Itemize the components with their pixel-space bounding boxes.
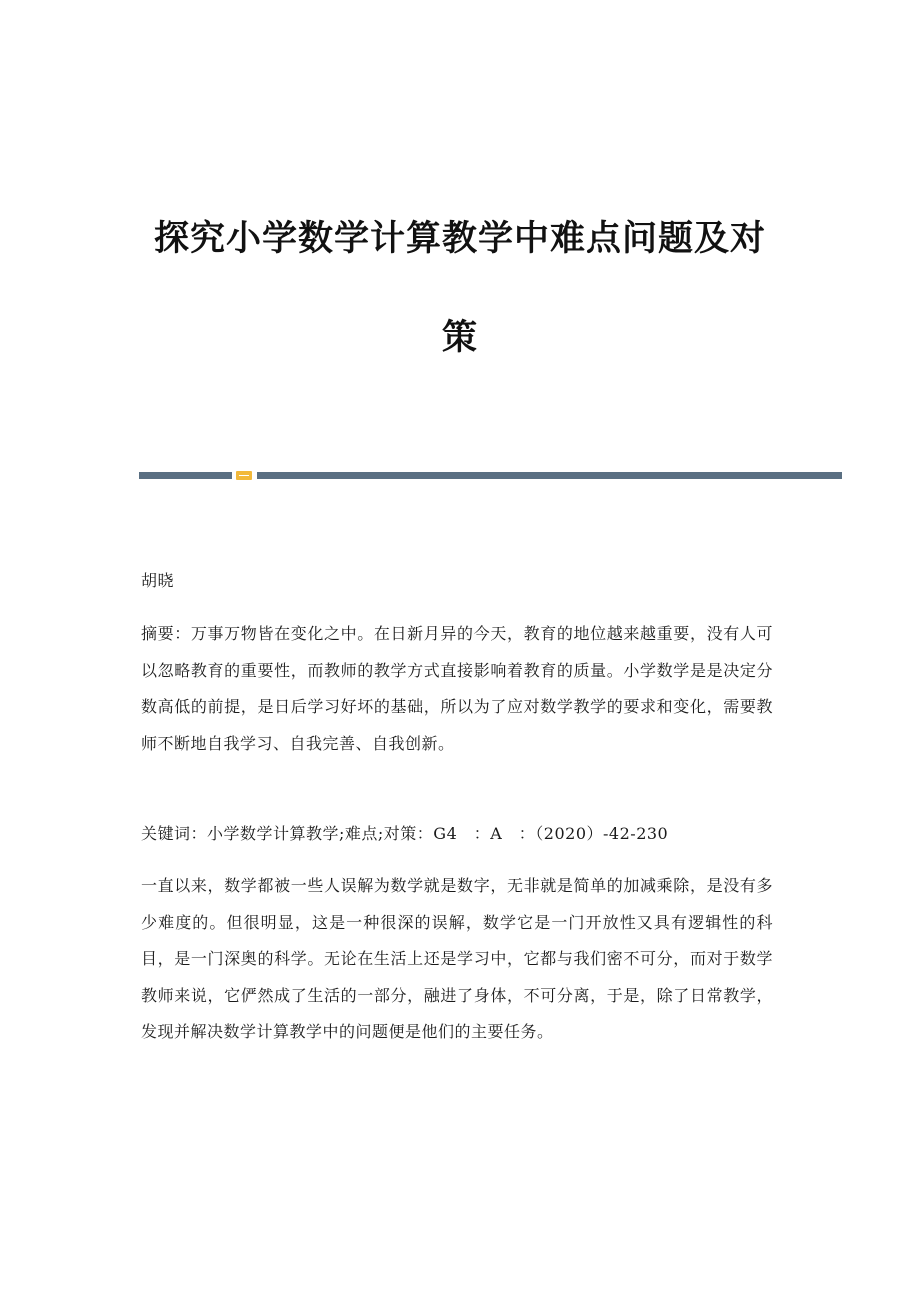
document-title-line-2: 策 xyxy=(441,318,478,358)
divider-bar-right xyxy=(257,472,842,479)
keywords-line: 关键词：小学数学计算教学;难点;对策：G4 ：A ：（2020）-42-230 xyxy=(141,824,669,843)
title-divider xyxy=(0,471,920,480)
author-name: 胡晓 xyxy=(141,571,175,590)
document-title-line-1: 探究小学数学计算教学中难点问题及对 xyxy=(153,219,766,259)
divider-ornament-icon xyxy=(236,471,252,480)
abstract-paragraph: 摘要：万事万物皆在变化之中。在日新月异的今天，教育的地位越来越重要，没有人可以忽略教育的重要性，而教师的教学方式直接影响着教育的质量。小学数学是是决定分数高低的前提，是日后学习好坏的基础，所以为了应对数学教学的要求和变化，需要教师不断地自我学习、自我完善、自我创新。 xyxy=(141,624,773,753)
divider-bar-left xyxy=(139,472,232,479)
body-paragraph: 一直以来，数学都被一些人误解为数学就是数字，无非就是简单的加减乘除，是没有多少难度的。但很明显，这是一种很深的误解，数学它是一门开放性又具有逻辑性的科目，是一门深奥的科学。无论在生活上还是学习中，它都与我们密不可分，而对于数学教师来说，它俨然成了生活的一部分，融进了身体，不可分离，于是，除了日常教学，发现并解决数学计算教学中的问题便是他们的主要任务。 xyxy=(141,876,773,1042)
